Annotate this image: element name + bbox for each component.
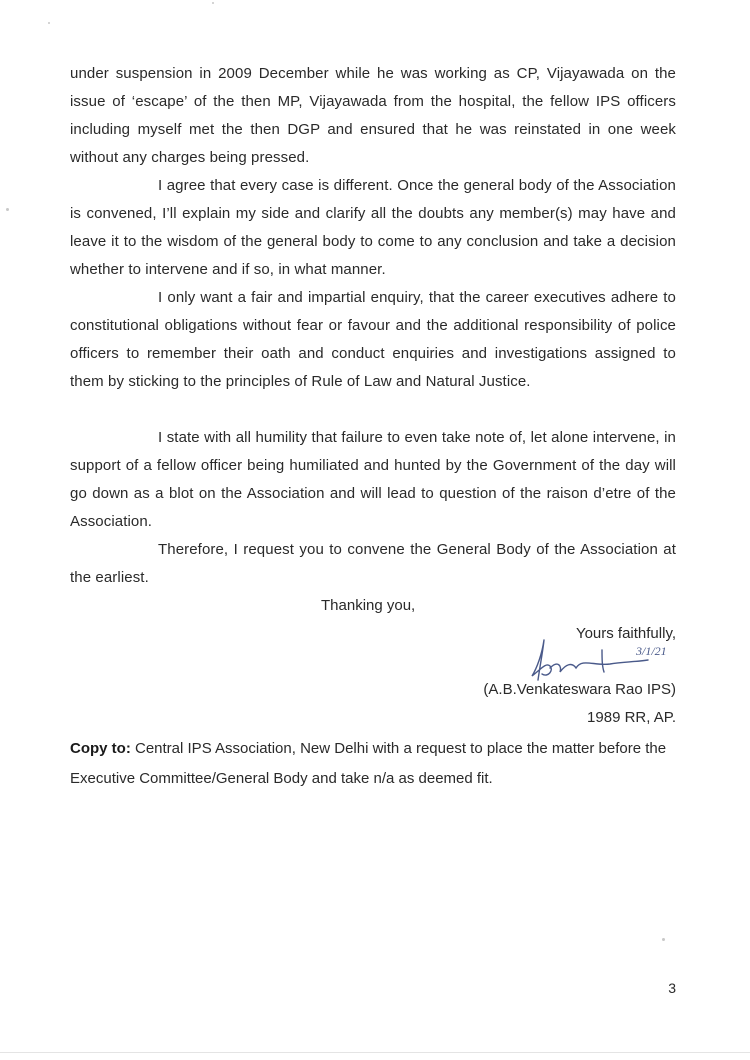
- scan-speck: [6, 208, 9, 211]
- copy-to-text: Central IPS Association, New Delhi with a request to place the matter before the Executive Committee/General Body and take n/a as deemed fit.: [70, 740, 667, 787]
- paragraph-humility: I state with all humility that failure to even take note of, let alone intervene, in support of a fellow officer being humiliated and hunted by the Government of the day will go down as a blot on the Association and will lead to question of the raison d’etre of the Association.: [70, 429, 676, 530]
- scan-edge: [0, 1052, 750, 1053]
- paragraph-suspension: under suspension in 2009 December while he was working as CP, Vijayawada on the issue of ‘escape’ of the then MP, Vijayawada from the hospital, the fellow IPS officers including myself met the then DGP and ensured that he was reinstated in one week without any charges being pressed.: [70, 65, 676, 166]
- page-number: 3: [668, 980, 676, 996]
- paragraph-fair-enquiry: I only want a fair and impartial enquiry, that the career executives adhere to constitutional obligations without fear or favour and the additional responsibility of police officers to remember their oath and conduct enquiries and investigations assigned to them by sticking to the principles of Rule of Law and Natural Justice.: [70, 289, 676, 390]
- signatory-name: (A.B.Venkateswara Rao IPS): [483, 681, 676, 698]
- paragraph-request: Therefore, I request you to convene the General Body of the Association at the earliest.: [70, 541, 676, 586]
- yours-faithfully: Yours faithfully,: [575, 625, 676, 642]
- paragraph-general-body: I agree that every case is different. Once the general body of the Association is convened, I’ll explain my side and clarify all the doubts any member(s) may have and leave it to the wisdom of the general body to come to any conclusion and take a decision whether to intervene and if so, in what manner.: [70, 177, 676, 278]
- signatory-service: 1989 RR, AP.: [587, 709, 676, 726]
- copy-to-label: Copy to:: [70, 740, 131, 757]
- scan-speck: [662, 938, 665, 941]
- signature-date: 3/1/21: [636, 644, 667, 658]
- scan-speck: [48, 22, 50, 24]
- copy-to-block: [70, 734, 676, 794]
- scan-speck: [212, 2, 214, 4]
- thanking-line: Thanking you,: [321, 597, 416, 614]
